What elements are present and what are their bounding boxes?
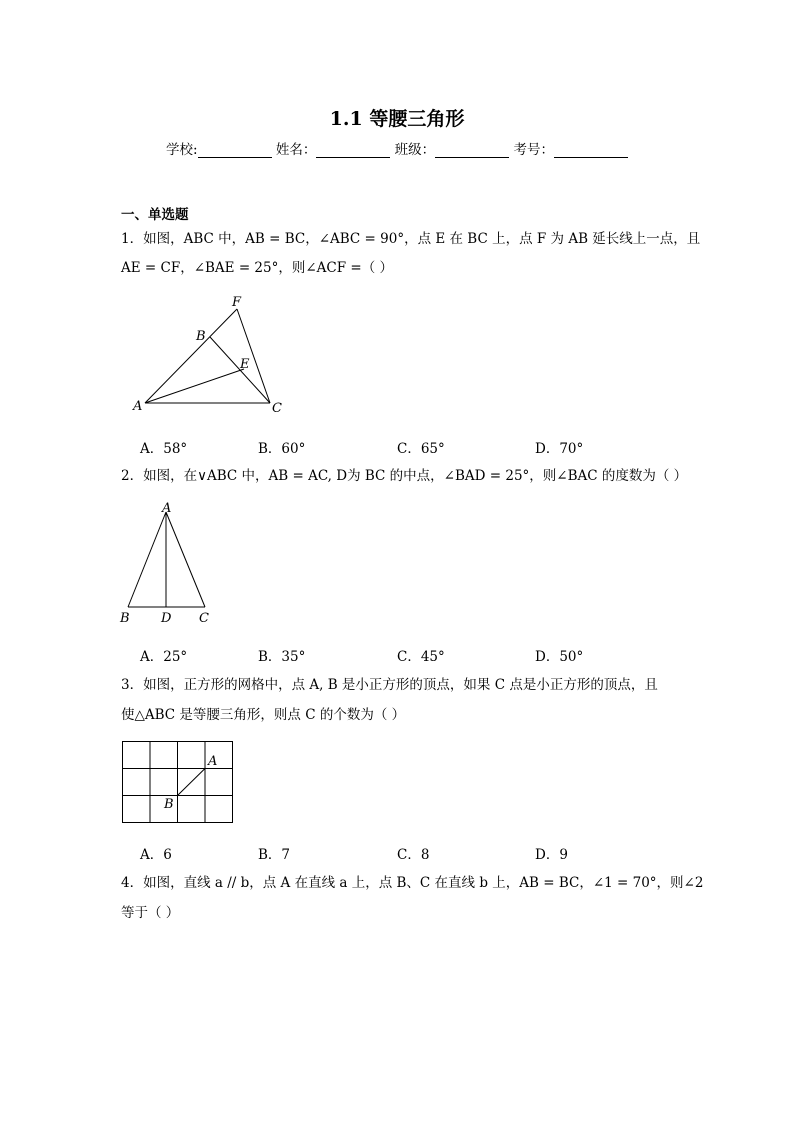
school-blank[interactable] xyxy=(198,143,272,158)
student-info-row xyxy=(0,138,794,158)
label-a: A xyxy=(208,754,218,769)
q1-option-d[interactable]: D．70° xyxy=(535,441,584,457)
label-c: C xyxy=(272,401,282,416)
page-title: 1.1 等腰三角形 xyxy=(329,108,465,130)
number-label: 考号： xyxy=(513,142,554,158)
q3-option-b[interactable]: B．7 xyxy=(258,847,291,863)
q1-option-a[interactable]: A．58° xyxy=(140,441,188,457)
question-2-line-1: 2．如图，在∨ABC 中，AB = AC, D为 BC 的中点，∠BAD = 25°，则∠BAC 的度数为（ ） xyxy=(121,468,688,484)
name-label: 姓名： xyxy=(275,142,317,158)
label-c: C xyxy=(199,611,209,626)
line-af xyxy=(145,309,237,403)
question-3-grid-figure xyxy=(118,737,238,827)
school-label: 学校: xyxy=(166,142,198,158)
class-blank[interactable] xyxy=(435,143,509,158)
label-e: E xyxy=(240,357,250,372)
line-ae xyxy=(145,369,244,403)
question-1-line-2: AE = CF，∠BAE = 25°，则∠ACF =（ ） xyxy=(121,260,394,276)
question-4-line-1: 4．如图，直线 a // b，点 A 在直线 a 上，点 B、C 在直线 b 上，AB = BC，∠1 = 70°，则∠2 xyxy=(121,875,704,891)
line-fc xyxy=(237,309,270,403)
question-3-line-2: 使△ABC 是等腰三角形，则点 C 的个数为（ ） xyxy=(121,707,406,723)
q1-option-c[interactable]: C．65° xyxy=(397,441,445,457)
name-blank[interactable] xyxy=(316,143,390,158)
q1-option-b[interactable]: B．60° xyxy=(258,441,306,457)
q2-option-d[interactable]: D．50° xyxy=(535,649,584,665)
label-b: B xyxy=(120,611,130,626)
q2-option-c[interactable]: C．45° xyxy=(397,649,445,665)
q3-option-d[interactable]: D．9 xyxy=(535,847,568,863)
label-b: B xyxy=(164,797,174,812)
label-f: F xyxy=(232,295,242,310)
section-heading: 一、单选题 xyxy=(121,207,189,223)
question-4-line-2: 等于（ ） xyxy=(121,905,180,921)
number-blank[interactable] xyxy=(554,143,628,158)
question-1-figure xyxy=(120,290,300,420)
label-b: B xyxy=(196,329,206,344)
line-ac xyxy=(166,512,205,607)
label-a: A xyxy=(162,501,172,516)
q2-option-b[interactable]: B．35° xyxy=(258,649,306,665)
class-label: 班级： xyxy=(394,142,436,158)
line-ab xyxy=(128,512,166,607)
question-2-figure xyxy=(115,498,220,628)
segment-ab xyxy=(178,769,206,796)
label-d: D xyxy=(161,611,172,626)
question-3-line-1: 3．如图，正方形的网格中，点 A, B 是小正方形的顶点，如果 C 点是小正方形的顶点，且 xyxy=(121,677,658,693)
q2-option-a[interactable]: A．25° xyxy=(140,649,188,665)
q3-option-a[interactable]: A．6 xyxy=(140,847,172,863)
label-a: A xyxy=(133,399,143,414)
q3-option-c[interactable]: C．8 xyxy=(397,847,430,863)
question-1-line-1: 1．如图，ABC 中，AB = BC，∠ABC = 90°，点 E 在 BC 上，点 F 为 AB 延长线上一点，且 xyxy=(121,231,701,247)
